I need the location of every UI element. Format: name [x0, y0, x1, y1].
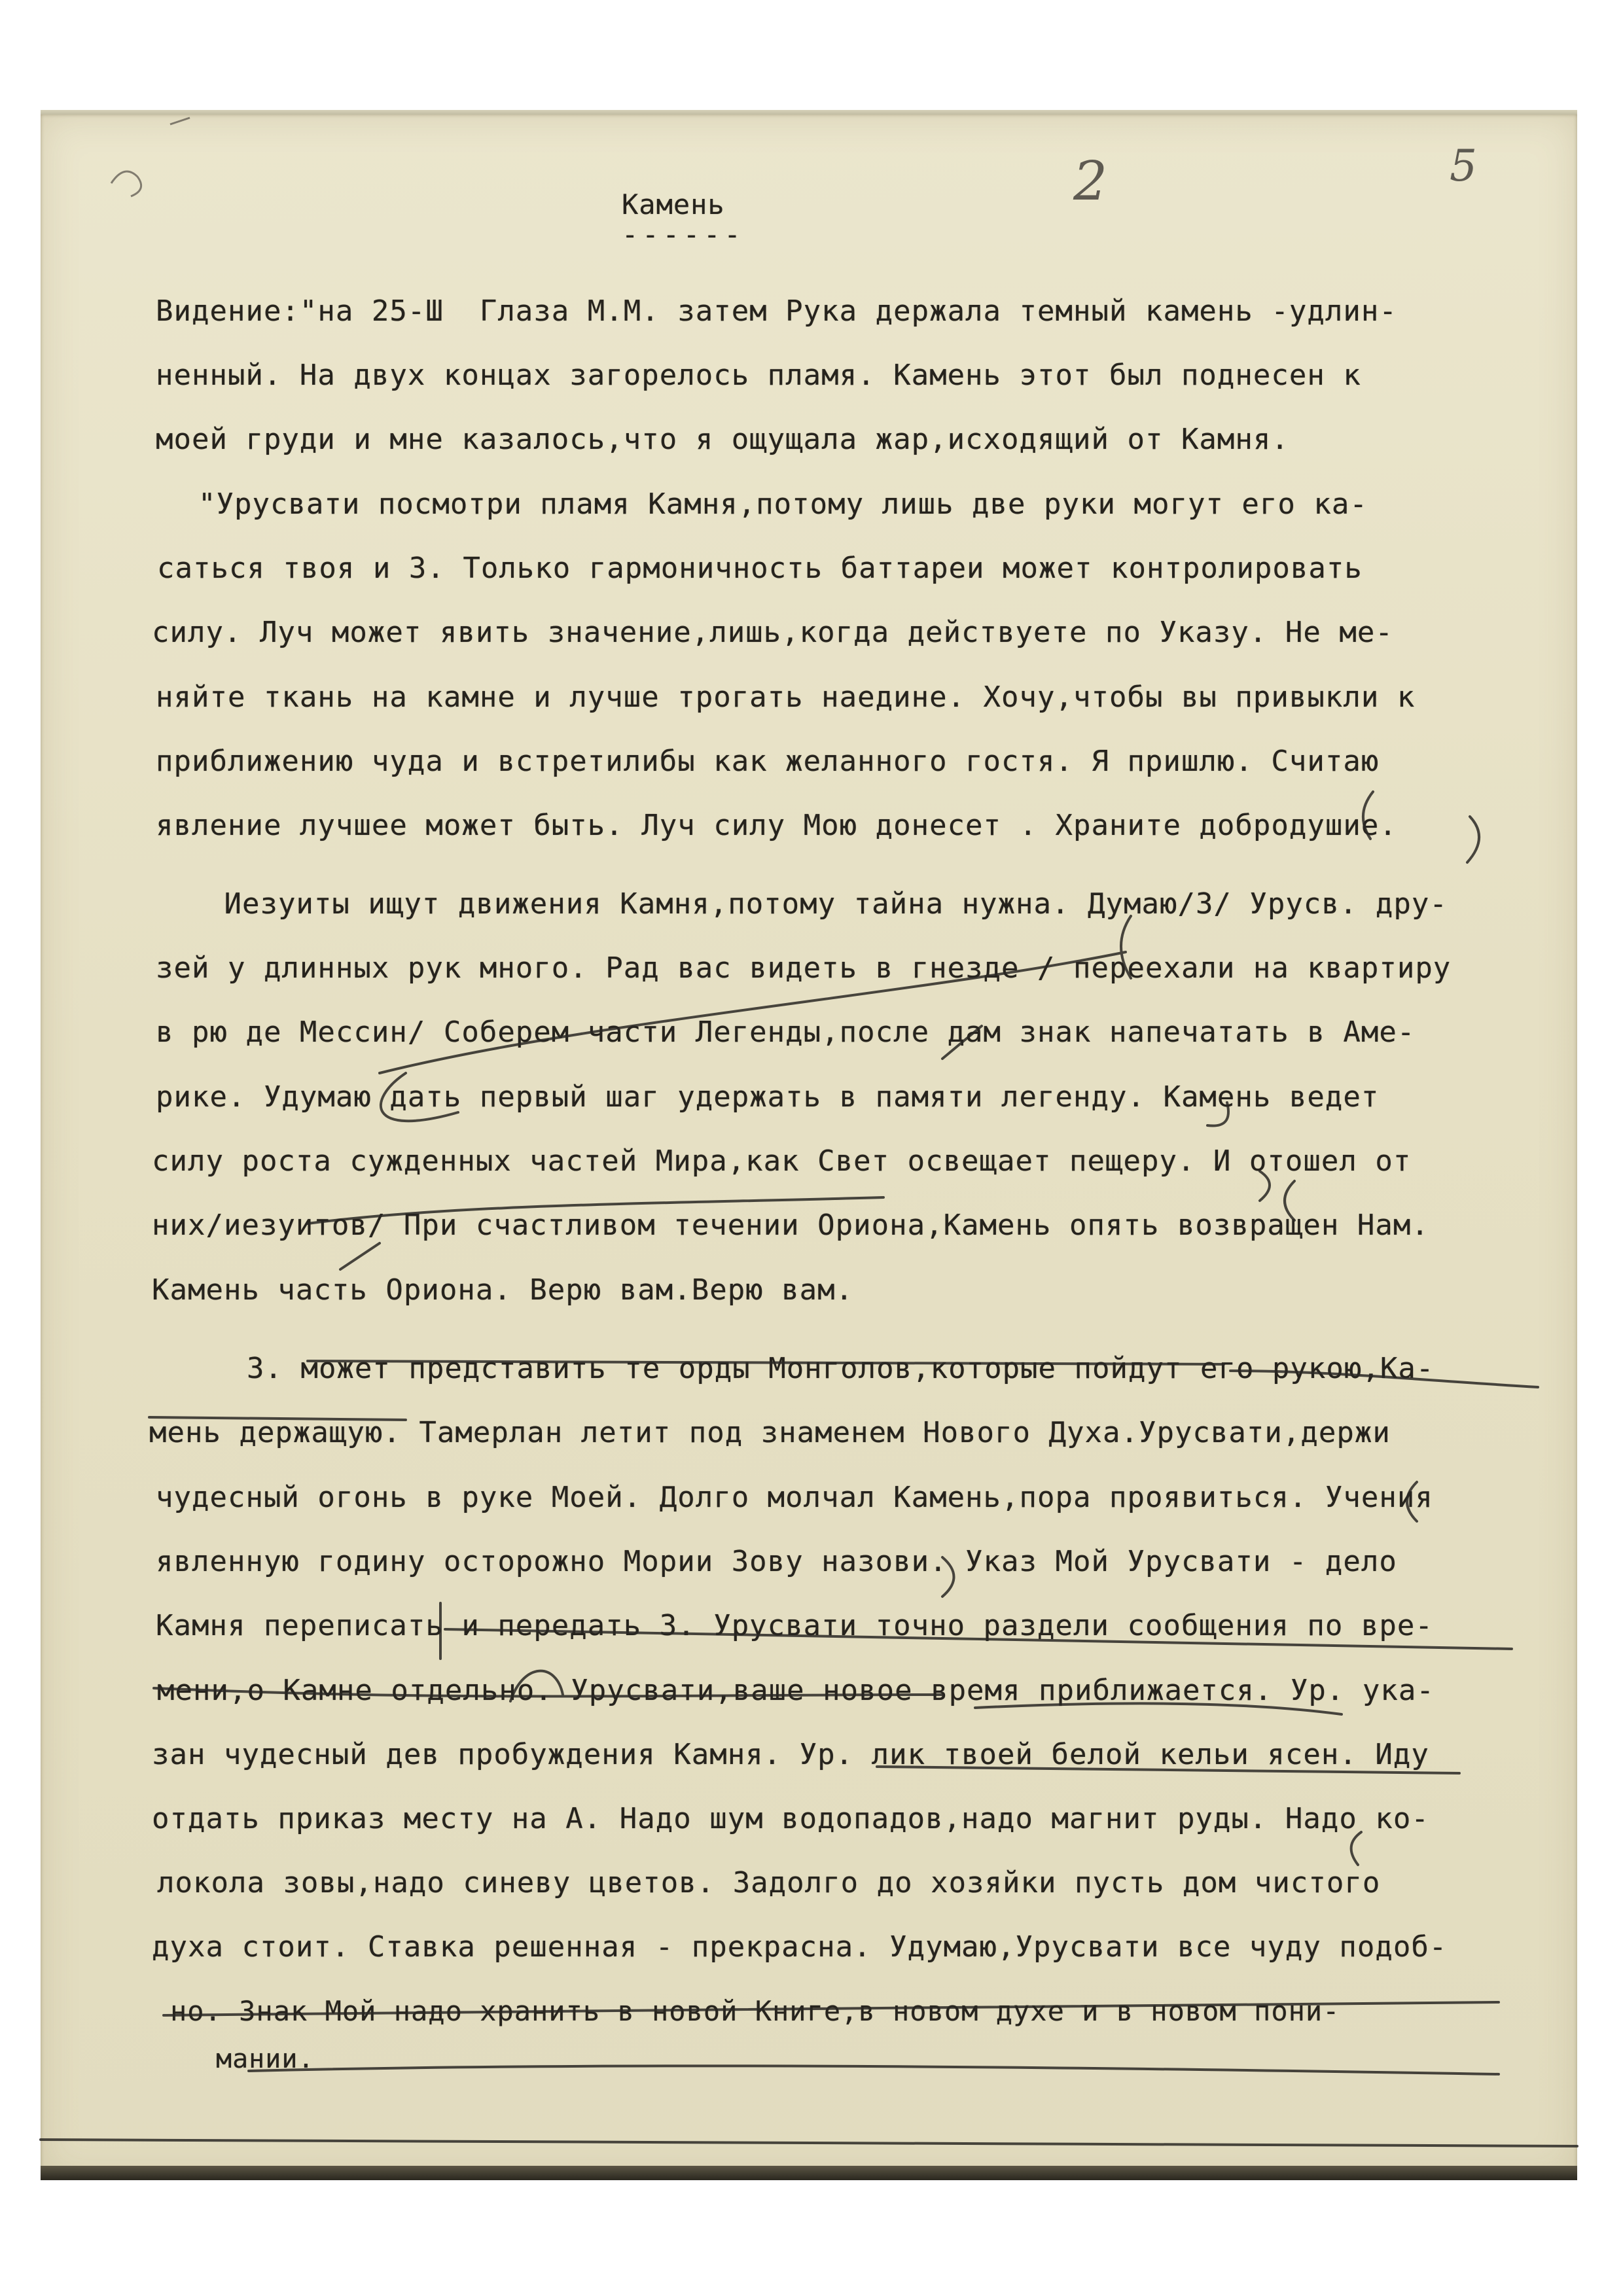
text-line: рике. Удумаю дать первый шаг удержать в памяти легенду. Камень ведет — [156, 1080, 1380, 1114]
text-line: "Урусвати посмотри пламя Камня,потому лишь две руки могут его ка- — [162, 487, 1368, 521]
text-line: няйте ткань на камне и лучше трогать наедине. Хочу,чтобы вы привыкли к — [156, 680, 1416, 714]
text-line: саться твоя и З. Только гармоничность баттареи может контролировать — [157, 552, 1363, 585]
text-line: З. может представить те орды Монголов,которые пойдут его рукою,Ка- — [211, 1352, 1435, 1385]
text-line: силу роста сужденных частей Мира,как Свет освещает пещеру. И отошел от — [152, 1144, 1412, 1178]
text-line: Иезуиты ищут движения Камня,потому тайна нужна. Думаю/З/ Урусв. дру- — [170, 887, 1448, 921]
text-line: явление лучшее может быть. Луч силу Мою донесет . Храните добродушие. — [156, 809, 1397, 842]
text-line: моей груди и мне казалось,что я ощущала жар,исходящий от Камня. — [156, 423, 1289, 456]
text-line: Камень часть Ориона. Верю вам.Верю вам. — [152, 1273, 854, 1307]
paper-bottom-edge — [41, 2166, 1577, 2180]
text-line: чудесный огонь в руке Моей. Долго молчал Камень,пора проявиться. Учения — [156, 1481, 1433, 1514]
text-line: них/иезуитов/ При счастливом течении Ориона,Камень опять возвращен Нам. — [152, 1209, 1429, 1242]
text-line: мени,о Камне отдельно. Урусвати,ваше новое время приближается. Ур. ука- — [157, 1674, 1435, 1707]
text-line: духа стоит. Ставка решенная - прекрасна. Удумаю,Урусвати все чуду подоб- — [152, 1930, 1448, 1964]
text-line: Видение:"на 25-Ш Глаза М.М. затем Рука держала темный камень -удлин- — [156, 294, 1397, 328]
text-line: зей у длинных рук много. Рад вас видеть в гнезде / переехали на квартиру — [156, 951, 1452, 985]
text-line: мень держащую. Тамерлан летит под знаменем Нового Духа.Урусвати,держи — [149, 1416, 1391, 1449]
text-line: силу. Луч может явить значение,лишь,когда действуете по Указу. Не ме- — [152, 616, 1393, 649]
handwritten-page-number: 2 — [1073, 150, 1108, 213]
text-line: зан чудесный дев пробуждения Камня. Ур. лик твоей белой кельи ясен. Иду — [152, 1738, 1429, 1771]
text-line: ненный. На двух концах загорелось пламя. Камень этот был поднесен к — [156, 359, 1361, 392]
text-line: но. Знак Мой надо хранить в новой Книге,в новом духе и в новом пони- — [170, 1995, 1340, 2027]
text-line: отдать приказ месту на А. Надо шум водопадов,надо магнит руды. Надо ко- — [152, 1802, 1429, 1835]
text-line: Камня переписать и передать З. Урусвати точно раздели сообщения по вре- — [156, 1609, 1433, 1642]
text-line: мании. — [216, 2044, 315, 2074]
text-line: локола зовы,надо синеву цветов. Задолго до хозяйки пусть дом чистого — [157, 1866, 1381, 1899]
handwritten-archive-number: 5 — [1450, 141, 1477, 191]
document-title: Камень — [622, 188, 725, 221]
text-line: приближению чуда и встретилибы как желанного гостя. Я пришлю. Считаю — [156, 745, 1380, 778]
title-underline: ------ — [622, 219, 745, 251]
text-line: в рю де Мессин/ Соберем части Легенды,после дам знак напечатать в Аме- — [156, 1016, 1416, 1049]
text-line: явленную годину осторожно Мории Зову назови. Указ Мой Урусвати - дело — [156, 1545, 1397, 1578]
